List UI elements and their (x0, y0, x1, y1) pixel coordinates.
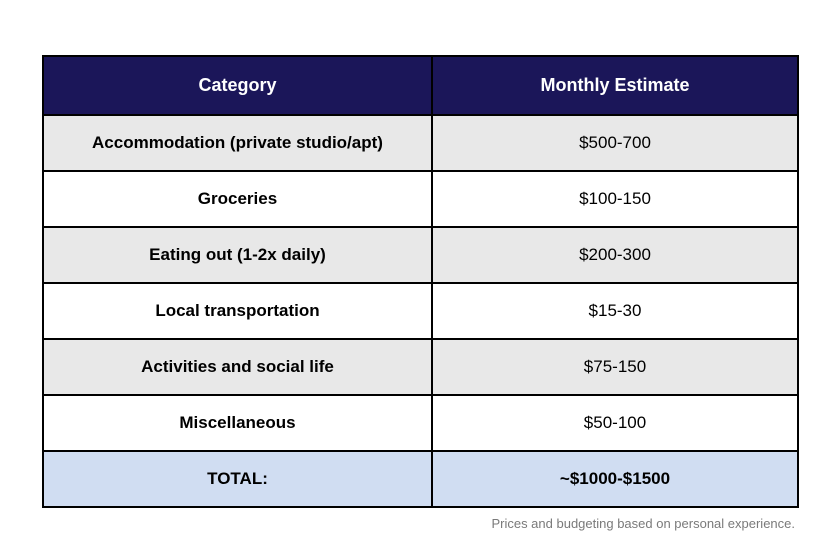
header-row (43, 56, 798, 115)
category-cell: Groceries (43, 171, 432, 227)
budget-table-container (42, 55, 797, 508)
category-cell: Miscellaneous (43, 395, 432, 451)
table-body (43, 115, 798, 507)
category-cell: Accommodation (private studio/apt) (43, 115, 432, 171)
category-cell: Eating out (1-2x daily) (43, 227, 432, 283)
footnote: Prices and budgeting based on personal experience. (491, 516, 795, 531)
estimate-cell: $15-30 (432, 283, 798, 339)
estimate-cell: $50-100 (432, 395, 798, 451)
header-category: Category (43, 56, 432, 115)
budget-table (42, 55, 799, 508)
estimate-cell: $100-150 (432, 171, 798, 227)
category-cell: Local transportation (43, 283, 432, 339)
category-cell: Activities and social life (43, 339, 432, 395)
estimate-cell: $500-700 (432, 115, 798, 171)
table-header (43, 56, 798, 115)
total-estimate: ~$1000-$1500 (432, 451, 798, 507)
table-row (43, 115, 798, 171)
table-row (43, 339, 798, 395)
estimate-cell: $200-300 (432, 227, 798, 283)
table-row (43, 227, 798, 283)
estimate-cell: $75-150 (432, 339, 798, 395)
header-monthly-estimate: Monthly Estimate (432, 56, 798, 115)
table-row (43, 395, 798, 451)
total-row (43, 451, 798, 507)
table-row (43, 283, 798, 339)
total-label: TOTAL: (43, 451, 432, 507)
table-row (43, 171, 798, 227)
